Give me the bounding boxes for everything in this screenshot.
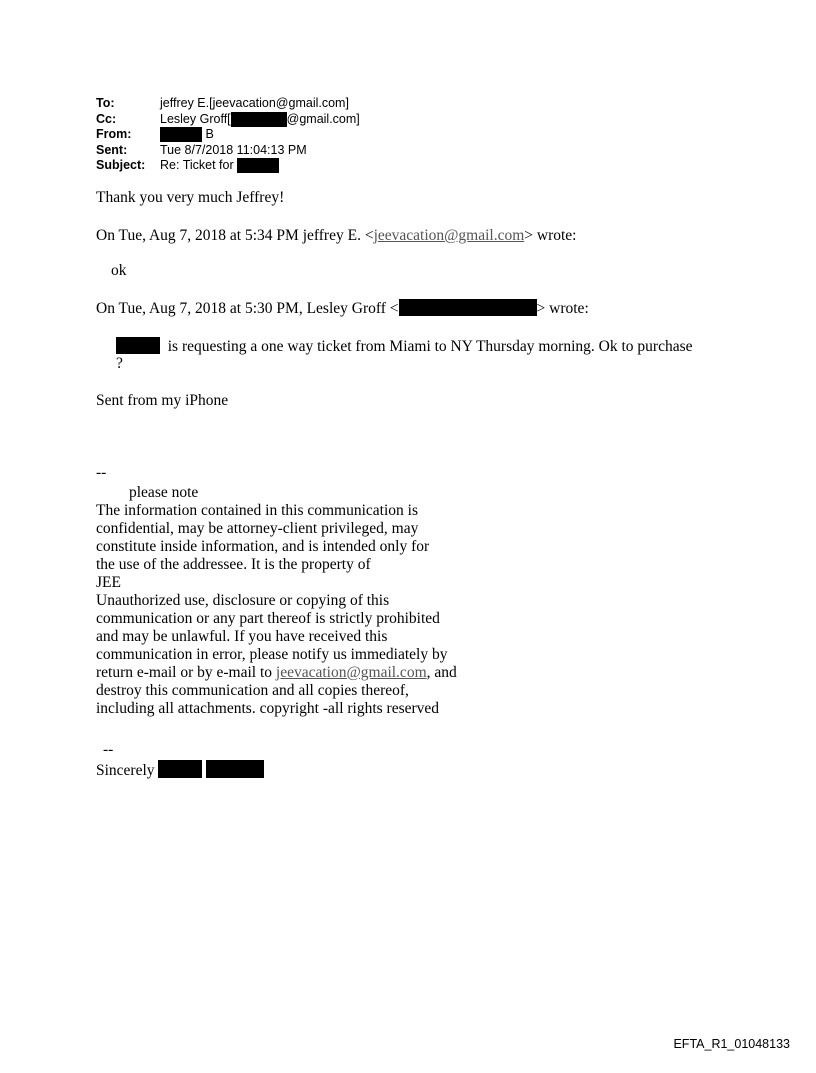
- quote-header-lesley: [96, 299, 589, 318]
- from-label: From:: [96, 127, 132, 141]
- signature-dashes: --: [103, 741, 114, 758]
- redaction-box: [206, 760, 264, 778]
- quote2-body-cont: ?: [116, 355, 123, 372]
- quote-header-jeffrey: [96, 227, 576, 245]
- document-id: EFTA_R1_01048133: [673, 1037, 790, 1051]
- subject-label: Subject:: [96, 158, 146, 172]
- email-line-suffix: , and: [426, 664, 457, 681]
- please-note: please note: [129, 484, 199, 501]
- quote2-body-text: is requesting a one way ticket from Miami to NY Thursday morning. Ok to purchase: [167, 338, 693, 355]
- disclaimer-line: including all attachments. copyright -all rights reserved: [96, 700, 440, 717]
- sent-value: Tue 8/7/2018 11:04:13 PM: [160, 142, 307, 157]
- quote1-prefix: On Tue, Aug 7, 2018 at 5:34 PM jeffrey E. <: [96, 227, 374, 244]
- quote2-prefix: On Tue, Aug 7, 2018 at 5:30 PM, Lesley Groff <: [96, 300, 399, 317]
- redaction-box: [237, 158, 279, 173]
- redaction-box: [158, 760, 202, 778]
- disclaimer-line: Unauthorized use, disclosure or copying of this: [96, 592, 390, 609]
- email-header: [96, 96, 360, 174]
- redaction-box: [399, 299, 537, 316]
- disclaimer-line-email: [96, 664, 457, 682]
- disclaimer-line: and may be unlawful. If you have received this: [96, 628, 388, 645]
- from-row: [96, 127, 360, 143]
- sent-from-line: Sent from my iPhone: [96, 392, 229, 409]
- to-row: [96, 96, 360, 112]
- quote2-body: [116, 337, 693, 356]
- disclaimer-line: constitute inside information, and is intended only for: [96, 538, 430, 555]
- to-value: jeffrey E.[jeevacation@gmail.com]: [160, 96, 349, 110]
- quote1-body: ok: [111, 262, 127, 279]
- cc-label: Cc:: [96, 111, 117, 126]
- disclaimer-line: communication in error, please notify us immediately by: [96, 646, 448, 663]
- disclaimer-line: destroy this communication and all copies thereof,: [96, 682, 409, 699]
- disclaimer-line: communication or any part thereof is strictly prohibited: [96, 610, 440, 627]
- disclaimer-dashes: --: [96, 464, 107, 481]
- disclaimer-line: The information contained in this communication is: [96, 502, 418, 519]
- signature-line: [96, 760, 264, 780]
- from-suffix: B: [205, 127, 214, 141]
- sent-row: [96, 143, 360, 159]
- to-label: To:: [96, 96, 115, 110]
- quote1-suffix: > wrote:: [524, 227, 577, 244]
- quote2-suffix: > wrote:: [536, 300, 589, 317]
- thanks-line: Thank you very much Jeffrey!: [96, 189, 285, 206]
- disclaimer-block: [96, 502, 457, 718]
- disclaimer-line: confidential, may be attorney-client privileged, may: [96, 520, 419, 537]
- cc-domain: @gmail.com]: [286, 111, 360, 126]
- cc-row: [96, 112, 360, 128]
- redaction-box: [231, 112, 287, 127]
- redaction-box: [116, 337, 160, 354]
- subject-row: [96, 158, 360, 174]
- disclaimer-line: the use of the addressee. It is the property of: [96, 556, 371, 573]
- cc-name: Lesley Groff[: [160, 111, 231, 126]
- email-link[interactable]: jeevacation@gmail.com: [275, 664, 427, 681]
- redaction-box: [160, 127, 202, 142]
- disclaimer-line: JEE: [96, 574, 121, 591]
- email-line-prefix: return e-mail or by e-mail to: [96, 664, 276, 681]
- sent-label: Sent:: [96, 142, 128, 157]
- subject-value: Re: Ticket for: [160, 158, 234, 172]
- email-link[interactable]: jeevacation@gmail.com: [373, 227, 525, 244]
- sincerely-text: Sincerely: [96, 762, 155, 779]
